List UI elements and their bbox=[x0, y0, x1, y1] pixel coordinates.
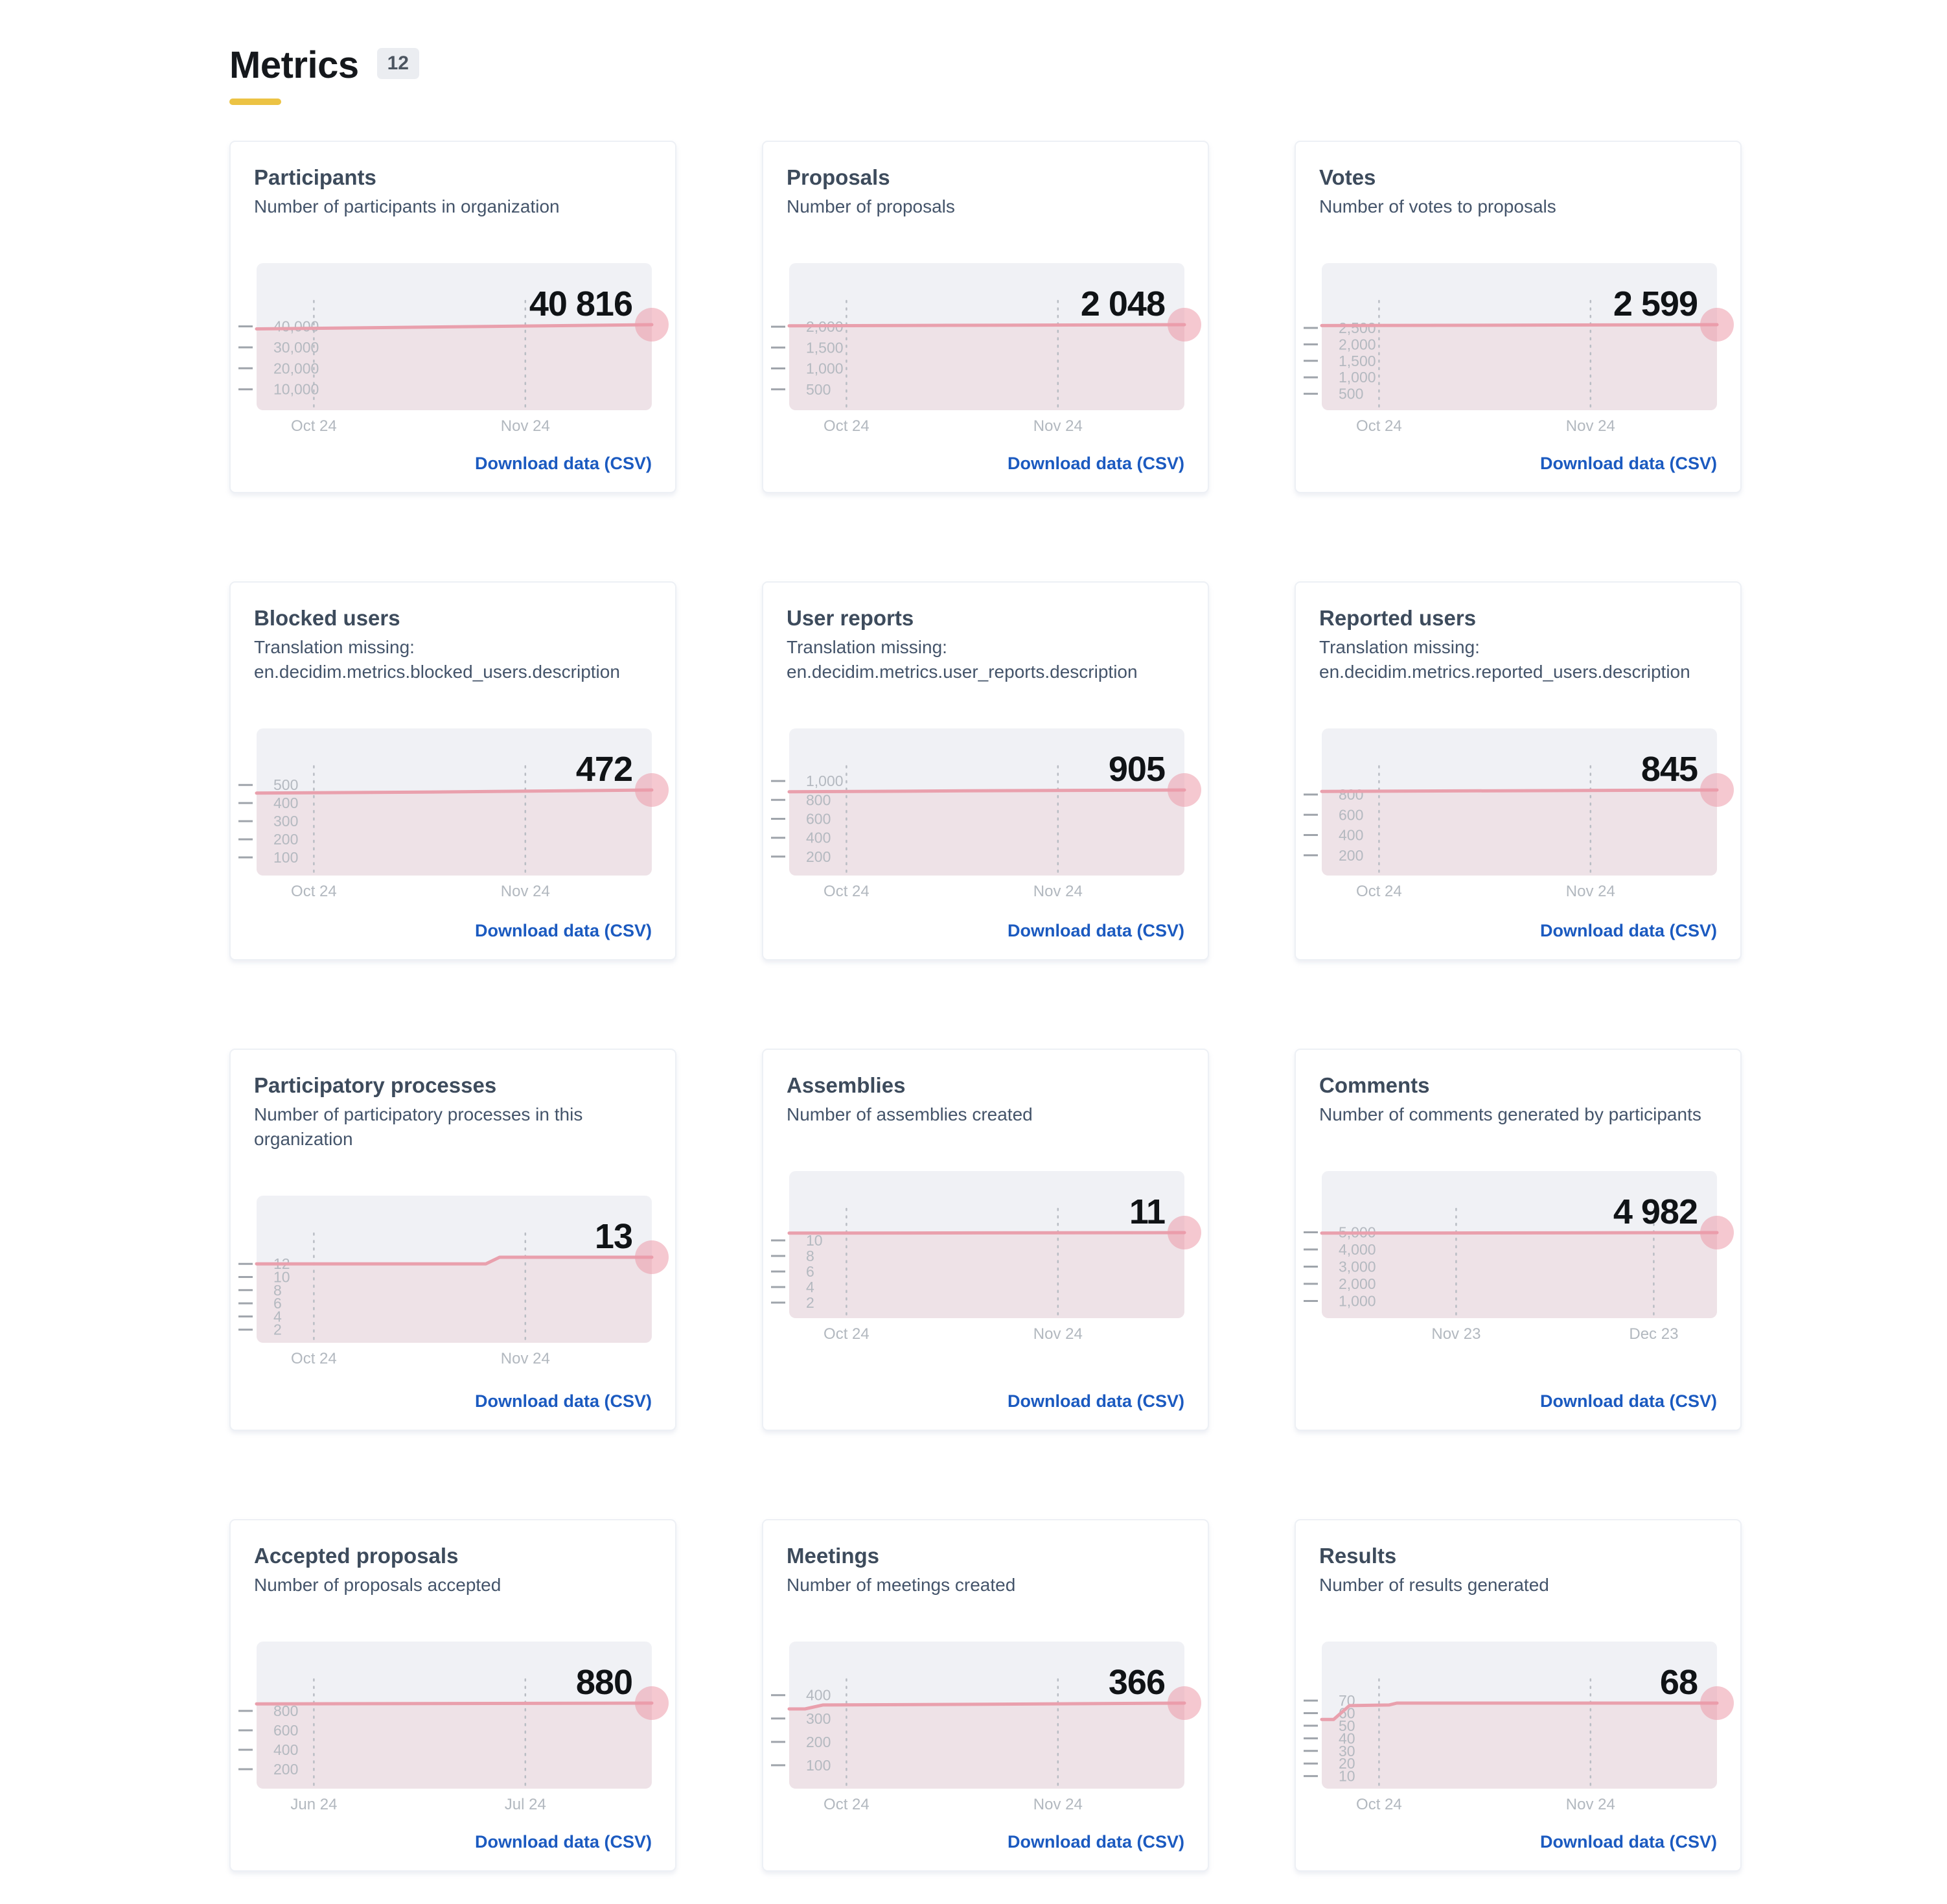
download-csv-link[interactable]: Download data (CSV) bbox=[474, 1832, 652, 1852]
y-tick-label: 30,000 bbox=[273, 339, 319, 356]
y-tick-label: 8 bbox=[806, 1248, 814, 1265]
metric-chart bbox=[254, 263, 652, 439]
y-tick-label: 40,000 bbox=[273, 318, 319, 335]
y-tick-label: 40 bbox=[1339, 1730, 1355, 1747]
metric-chart bbox=[1319, 1171, 1717, 1347]
metric-title: Reported users bbox=[1319, 606, 1477, 631]
metric-chart bbox=[787, 263, 1184, 439]
metric-title: Participants bbox=[254, 165, 376, 189]
end-dot bbox=[1168, 1686, 1201, 1720]
x-axis-label: Oct 24 bbox=[1356, 882, 1402, 900]
metric-description: Number of participatory processes in this organization bbox=[254, 1104, 583, 1150]
metric-title: Results bbox=[1319, 1544, 1397, 1568]
metric-description: Translation missing: en.decidim.metrics.blocked_users.description bbox=[254, 637, 620, 682]
y-tick-label: 1,000 bbox=[1339, 1292, 1376, 1310]
y-tick-label: 70 bbox=[1339, 1692, 1355, 1710]
end-dot bbox=[1168, 308, 1201, 342]
y-tick-label: 200 bbox=[273, 1761, 299, 1778]
y-tick-label: 8 bbox=[273, 1281, 282, 1299]
y-tick-label: 500 bbox=[806, 380, 831, 398]
x-axis-label: Jun 24 bbox=[290, 1796, 338, 1814]
y-tick-label: 400 bbox=[806, 829, 831, 846]
y-tick-label: 4 bbox=[273, 1308, 282, 1325]
metric-card bbox=[229, 1049, 676, 1431]
x-axis-label: Nov 24 bbox=[1033, 1796, 1083, 1814]
area-fill bbox=[1322, 325, 1717, 410]
y-tick-label: 2,500 bbox=[1339, 319, 1376, 337]
y-tick-label: 6 bbox=[806, 1263, 814, 1281]
metric-title: Votes bbox=[1319, 165, 1376, 189]
metric-description: Number of proposals accepted bbox=[254, 1575, 501, 1596]
end-dot bbox=[1700, 773, 1734, 807]
metric-description: Number of results generated bbox=[1319, 1575, 1549, 1596]
y-tick-label: 10,000 bbox=[273, 380, 319, 398]
trend-line bbox=[1322, 790, 1717, 791]
y-tick-label: 100 bbox=[273, 848, 299, 866]
metric-value: 2 048 bbox=[1080, 284, 1165, 324]
y-tick-label: 400 bbox=[806, 1686, 831, 1704]
download-csv-link[interactable]: Download data (CSV) bbox=[1007, 1832, 1184, 1852]
end-dot bbox=[1168, 773, 1201, 807]
y-tick-label: 200 bbox=[1339, 846, 1364, 864]
x-axis-label: Oct 24 bbox=[291, 1349, 337, 1367]
y-tick-label: 600 bbox=[273, 1722, 299, 1739]
metric-title: Accepted proposals bbox=[254, 1544, 459, 1568]
y-tick-label: 1,000 bbox=[806, 772, 844, 789]
y-tick-label: 100 bbox=[806, 1756, 831, 1774]
metric-title: Comments bbox=[1319, 1073, 1430, 1098]
chart-canvas bbox=[1319, 1642, 1717, 1818]
metric-description: Number of proposals bbox=[787, 196, 955, 217]
y-tick-label: 3,000 bbox=[1339, 1258, 1376, 1275]
y-tick-label: 600 bbox=[806, 810, 831, 828]
metric-value: 4 982 bbox=[1613, 1192, 1698, 1232]
y-tick-label: 200 bbox=[806, 848, 831, 865]
metric-chart bbox=[1319, 728, 1717, 905]
trend-line bbox=[257, 1703, 652, 1704]
x-axis-label: Nov 24 bbox=[500, 417, 550, 435]
metric-value: 905 bbox=[1108, 749, 1165, 789]
x-axis-label: Oct 24 bbox=[824, 1796, 870, 1814]
metric-chart bbox=[787, 728, 1184, 905]
y-tick-label: 4 bbox=[806, 1279, 814, 1296]
metric-description: Number of participants in organization bbox=[254, 196, 560, 217]
page-title: Metrics bbox=[229, 44, 359, 86]
y-tick-label: 600 bbox=[1339, 806, 1364, 824]
end-dot bbox=[635, 308, 669, 342]
area-fill bbox=[257, 790, 652, 876]
x-axis-label: Oct 24 bbox=[291, 882, 337, 900]
y-tick-label: 1,500 bbox=[806, 339, 844, 356]
metric-card bbox=[1295, 1049, 1742, 1431]
area-fill bbox=[789, 1703, 1184, 1789]
y-tick-label: 1,000 bbox=[806, 360, 844, 377]
area-fill bbox=[789, 790, 1184, 876]
metric-description: Number of votes to proposals bbox=[1319, 196, 1556, 217]
y-tick-label: 2,000 bbox=[1339, 1275, 1376, 1293]
end-dot bbox=[1700, 308, 1734, 342]
y-tick-label: 300 bbox=[806, 1710, 831, 1727]
end-dot bbox=[1700, 1686, 1734, 1720]
metric-value: 2 599 bbox=[1613, 284, 1698, 324]
metric-chart bbox=[254, 728, 652, 905]
download-csv-link[interactable]: Download data (CSV) bbox=[1539, 1832, 1717, 1852]
area-fill bbox=[1322, 790, 1717, 876]
x-axis-label: Jul 24 bbox=[504, 1796, 546, 1814]
y-tick-label: 800 bbox=[806, 791, 831, 809]
x-axis-label: Nov 24 bbox=[500, 882, 550, 900]
y-tick-label: 2 bbox=[806, 1294, 814, 1312]
download-csv-link[interactable]: Download data (CSV) bbox=[474, 1391, 652, 1411]
metric-card bbox=[229, 581, 676, 960]
metric-value: 13 bbox=[594, 1216, 632, 1256]
metric-card bbox=[762, 141, 1209, 493]
y-tick-label: 400 bbox=[1339, 826, 1364, 844]
metric-card bbox=[762, 581, 1209, 960]
x-axis-label: Nov 24 bbox=[1033, 1325, 1083, 1343]
metric-chart bbox=[1319, 263, 1717, 439]
end-dot bbox=[1168, 1216, 1201, 1249]
y-tick-label: 30 bbox=[1339, 1742, 1355, 1759]
metrics-header bbox=[229, 44, 1947, 105]
y-tick-label: 6 bbox=[273, 1294, 282, 1312]
trend-line bbox=[789, 325, 1184, 326]
download-csv-link[interactable]: Download data (CSV) bbox=[1539, 1391, 1717, 1411]
x-axis-label: Oct 24 bbox=[1356, 417, 1402, 435]
metric-chart bbox=[787, 1171, 1184, 1347]
download-csv-link[interactable]: Download data (CSV) bbox=[1539, 454, 1717, 474]
metric-card bbox=[1295, 581, 1742, 960]
y-tick-label: 1,000 bbox=[1339, 369, 1376, 386]
end-dot bbox=[635, 1686, 669, 1720]
metric-card bbox=[229, 141, 676, 493]
metric-title: Proposals bbox=[787, 165, 890, 189]
x-axis-label: Nov 24 bbox=[1033, 882, 1083, 900]
metric-description: Translation missing: en.decidim.metrics.user_reports.description bbox=[787, 637, 1138, 682]
end-dot bbox=[635, 1240, 669, 1274]
y-tick-label: 800 bbox=[1339, 785, 1364, 803]
metric-value: 880 bbox=[575, 1663, 632, 1702]
download-csv-link[interactable]: Download data (CSV) bbox=[1007, 454, 1184, 474]
metric-description: Translation missing: en.decidim.metrics.reported_users.description bbox=[1319, 637, 1690, 682]
x-axis-label: Oct 24 bbox=[1356, 1796, 1402, 1814]
metric-value: 845 bbox=[1641, 749, 1698, 789]
y-tick-label: 5,000 bbox=[1339, 1224, 1376, 1241]
x-axis-label: Nov 24 bbox=[1033, 417, 1083, 435]
y-tick-label: 500 bbox=[1339, 385, 1364, 402]
metrics-grid bbox=[229, 141, 1947, 1872]
metric-description: Number of comments generated by participants bbox=[1319, 1104, 1701, 1125]
x-axis-label: Oct 24 bbox=[291, 417, 337, 435]
metric-value: 11 bbox=[1129, 1192, 1165, 1232]
download-csv-link[interactable]: Download data (CSV) bbox=[1007, 1391, 1184, 1411]
metric-chart bbox=[254, 1196, 652, 1372]
area-fill bbox=[257, 1703, 652, 1789]
x-axis-label: Dec 23 bbox=[1629, 1325, 1679, 1343]
download-csv-link[interactable]: Download data (CSV) bbox=[1007, 921, 1184, 941]
y-tick-label: 200 bbox=[273, 830, 299, 848]
y-tick-label: 4,000 bbox=[1339, 1241, 1376, 1259]
y-tick-label: 400 bbox=[273, 1741, 299, 1759]
x-axis-label: Oct 24 bbox=[824, 882, 870, 900]
y-tick-label: 10 bbox=[1339, 1767, 1355, 1785]
metric-title: User reports bbox=[787, 606, 914, 631]
download-csv-link[interactable]: Download data (CSV) bbox=[474, 454, 652, 474]
y-tick-label: 20,000 bbox=[273, 360, 319, 377]
y-tick-label: 300 bbox=[273, 812, 299, 830]
metric-chart bbox=[1319, 1642, 1717, 1818]
download-csv-link[interactable]: Download data (CSV) bbox=[474, 921, 652, 941]
title-underline bbox=[229, 99, 281, 105]
y-tick-label: 2 bbox=[273, 1321, 282, 1338]
y-tick-label: 400 bbox=[273, 794, 299, 811]
chart-canvas bbox=[254, 1196, 652, 1372]
download-csv-link[interactable]: Download data (CSV) bbox=[1539, 921, 1717, 941]
x-axis-label: Oct 24 bbox=[824, 417, 870, 435]
x-axis-label: Oct 24 bbox=[824, 1325, 870, 1343]
metric-value: 40 816 bbox=[529, 284, 632, 324]
y-tick-label: 20 bbox=[1339, 1755, 1355, 1772]
y-tick-label: 12 bbox=[273, 1255, 290, 1273]
metric-card bbox=[229, 1519, 676, 1872]
metric-card bbox=[762, 1519, 1209, 1872]
chart-canvas bbox=[787, 1171, 1184, 1347]
y-tick-label: 200 bbox=[806, 1733, 831, 1750]
area-fill bbox=[789, 1233, 1184, 1318]
end-dot bbox=[1700, 1216, 1734, 1249]
area-fill bbox=[1322, 1703, 1717, 1789]
x-axis-label: Nov 23 bbox=[1431, 1325, 1481, 1343]
end-dot bbox=[635, 773, 669, 807]
y-tick-label: 2,000 bbox=[806, 318, 844, 336]
y-tick-label: 60 bbox=[1339, 1704, 1355, 1722]
metric-value: 68 bbox=[1659, 1663, 1698, 1702]
metric-chart bbox=[787, 1642, 1184, 1818]
y-tick-label: 500 bbox=[273, 776, 299, 794]
metric-description: Number of meetings created bbox=[787, 1575, 1016, 1596]
metric-title: Participatory processes bbox=[254, 1073, 497, 1098]
metric-card bbox=[1295, 1519, 1742, 1872]
metric-value: 472 bbox=[575, 749, 632, 789]
metric-title: Assemblies bbox=[787, 1073, 906, 1098]
trend-line bbox=[789, 790, 1184, 792]
y-tick-label: 800 bbox=[273, 1702, 299, 1720]
metric-title: Blocked users bbox=[254, 606, 400, 631]
area-fill bbox=[1322, 1233, 1717, 1318]
x-axis-label: Nov 24 bbox=[1565, 882, 1615, 900]
y-tick-label: 1,500 bbox=[1339, 352, 1376, 369]
x-axis-label: Nov 24 bbox=[1565, 1796, 1615, 1814]
y-tick-label: 10 bbox=[273, 1268, 290, 1286]
x-axis-label: Nov 24 bbox=[1565, 417, 1615, 435]
x-axis-label: Nov 24 bbox=[500, 1349, 550, 1367]
y-tick-label: 50 bbox=[1339, 1717, 1355, 1734]
metric-card bbox=[1295, 141, 1742, 493]
metrics-count-badge: 12 bbox=[377, 48, 419, 79]
metric-chart bbox=[254, 1642, 652, 1818]
metric-card bbox=[762, 1049, 1209, 1431]
area-fill bbox=[789, 325, 1184, 410]
y-tick-label: 2,000 bbox=[1339, 336, 1376, 353]
y-tick-label: 10 bbox=[806, 1232, 823, 1249]
area-fill bbox=[257, 1257, 652, 1343]
metric-description: Number of assemblies created bbox=[787, 1104, 1033, 1125]
metric-value: 366 bbox=[1108, 1663, 1165, 1702]
metric-title: Meetings bbox=[787, 1544, 880, 1568]
